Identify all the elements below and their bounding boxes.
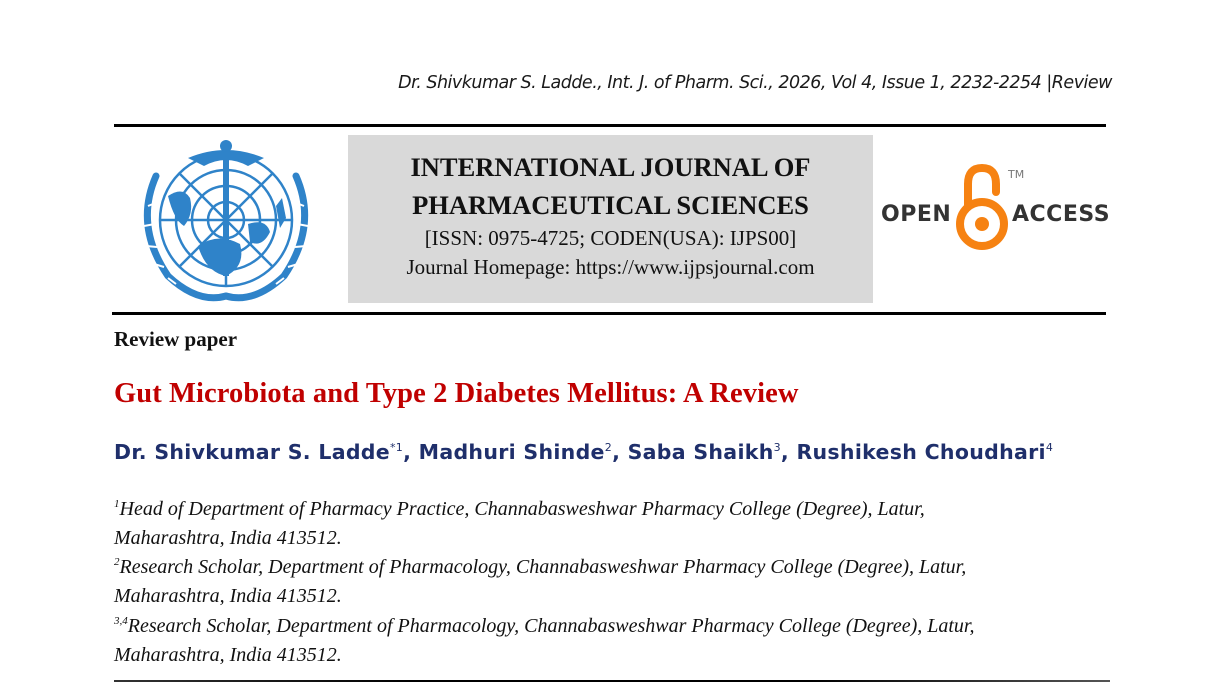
open-access-lock-icon: [954, 162, 1010, 254]
article-type: Review paper: [114, 327, 238, 351]
author-name: Madhuri Shinde: [418, 440, 605, 464]
open-access-word-open: OPEN: [881, 202, 952, 227]
journal-issn: [ISSN: 0975-4725; CODEN(USA): IJPS00]: [424, 226, 797, 250]
journal-emblem-icon: [128, 136, 324, 308]
header-rule-top: [114, 124, 1106, 127]
author-mark: 2: [604, 441, 613, 454]
open-access-word-access: ACCESS: [1012, 202, 1111, 227]
open-access-logo: [878, 160, 1110, 260]
affiliation-1: $^1$Head of Department of Pharmacy Practice, Channabasweshwar Pharmacy College (Degree), Latur, Maharashtra, India 413512.: [114, 498, 925, 549]
running-header: Dr. Shivkumar S. Ladde., Int. J. of Pharm. Sci., 2026, Vol 4, Issue 1, 2232-2254 |Review: [398, 73, 1112, 93]
trademark-mark: TM: [1008, 168, 1025, 181]
journal-name: INTERNATIONAL JOURNAL OF PHARMACEUTICAL SCIENCES: [410, 152, 811, 220]
journal-homepage[interactable]: Journal Homepage: https://www.ijpsjournal.com: [406, 255, 815, 279]
header-rule-bottom: [112, 312, 1106, 315]
article-title: Gut Microbiota and Type 2 Diabetes Mellitus: A Review: [114, 378, 799, 409]
journal-masthead: [348, 135, 873, 303]
author-name: Saba Shaikh: [627, 440, 774, 464]
author-mark: 3: [773, 441, 781, 454]
affiliation-3: $^{3,4}$Research Scholar, Department of Pharmacology, Channabasweshwar Pharmacy College (Degree), Latur, Maharashtra, India 413512.: [114, 615, 975, 666]
author-mark: 4: [1045, 441, 1054, 454]
author-name: Rushikesh Choudhari: [796, 440, 1046, 464]
author-name: Dr. Shivkumar S. Ladde: [114, 440, 390, 464]
affiliation-2: $^2$Research Scholar, Department of Pharmacology, Channabasweshwar Pharmacy College (Degree), Latur, Maharashtra, India 413512.: [114, 556, 967, 607]
author-list: Dr. Shivkumar S. Ladde$^{*1}$, Madhuri Shinde$^2$, Saba Shaikh$^3$, Rushikesh Choudhari$^4$: [114, 440, 1054, 464]
author-mark: *1: [389, 441, 404, 454]
affiliation-rule: [114, 680, 1110, 682]
